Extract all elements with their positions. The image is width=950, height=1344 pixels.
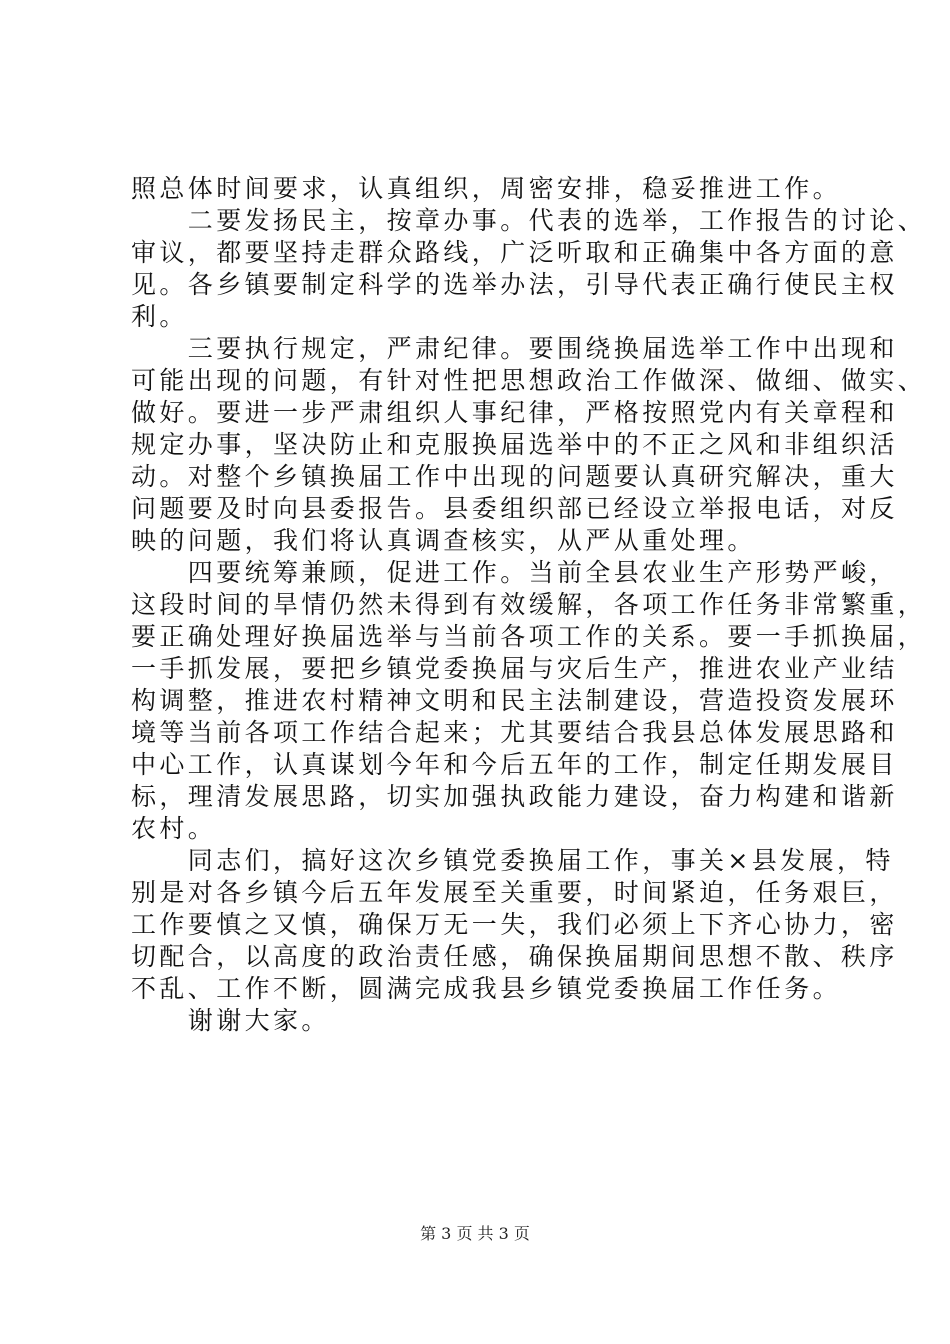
page-number-footer: 第 3 页 共 3 页 xyxy=(420,1224,530,1243)
body-text-line: 动。对整个乡镇换届工作中出现的问题要认真研究解决，重大 xyxy=(131,462,898,491)
body-text-line: 中心工作，认真谋划今年和今后五年的工作，制定任期发展目 xyxy=(131,750,898,779)
body-text-line: 农村。 xyxy=(131,814,217,843)
body-text-line: 切配合，以高度的政治责任感，确保换届期间思想不散、秩序 xyxy=(131,942,898,971)
body-text-line: 不乱、工作不断，圆满完成我县乡镇党委换届工作任务。 xyxy=(131,974,842,1003)
body-text-line: 三要执行规定，严肃纪律。要围绕换届选举工作中出现和 xyxy=(131,334,898,363)
body-text-line: 同志们，搞好这次乡镇党委换届工作，事关×县发展，特 xyxy=(131,846,894,875)
body-text-line: 这段时间的旱情仍然未得到有效缓解，各项工作任务非常繁重， xyxy=(131,590,927,619)
body-text-line: 照总体时间要求，认真组织，周密安排，稳妥推进工作。 xyxy=(131,174,842,203)
body-text-line: 工作要慎之又慎，确保万无一失，我们必须上下齐心协力，密 xyxy=(131,910,898,939)
body-text-line: 标，理清发展思路，切实加强执政能力建设，奋力构建和谐新 xyxy=(131,782,898,811)
body-text-line: 要正确处理好换届选举与当前各项工作的关系。要一手抓换届， xyxy=(131,622,927,651)
body-text-line: 见。各乡镇要制定科学的选举办法，引导代表正确行使民主权 xyxy=(131,270,898,299)
body-text-line: 别是对各乡镇今后五年发展至关重要，时间紧迫，任务艰巨， xyxy=(131,878,898,907)
body-text-line: 构调整，推进农村精神文明和民主法制建设，营造投资发展环 xyxy=(131,686,898,715)
body-text-line: 利。 xyxy=(131,302,188,331)
body-text-line: 四要统筹兼顾，促进工作。当前全县农业生产形势严峻， xyxy=(131,558,898,587)
body-text-line: 问题要及时向县委报告。县委组织部已经设立举报电话，对反 xyxy=(131,494,898,523)
body-text-line: 可能出现的问题，有针对性把思想政治工作做深、做细、做实、 xyxy=(131,366,927,395)
body-text-line: 二要发扬民主，按章办事。代表的选举，工作报告的讨论、 xyxy=(131,206,927,235)
body-text-line: 一手抓发展，要把乡镇党委换届与灾后生产，推进农业产业结 xyxy=(131,654,898,683)
body-text-line: 映的问题，我们将认真调查核实，从严从重处理。 xyxy=(131,526,756,555)
body-text-line: 境等当前各项工作结合起来；尤其要结合我县总体发展思路和 xyxy=(131,718,898,747)
body-text-line: 做好。要进一步严肃组织人事纪律，严格按照党内有关章程和 xyxy=(131,398,898,427)
body-text-line: 审议，都要坚持走群众路线，广泛听取和正确集中各方面的意 xyxy=(131,238,898,267)
body-text-line: 规定办事，坚决防止和克服换届选举中的不正之风和非组织活 xyxy=(131,430,898,459)
body-text-line: 谢谢大家。 xyxy=(131,1006,330,1035)
